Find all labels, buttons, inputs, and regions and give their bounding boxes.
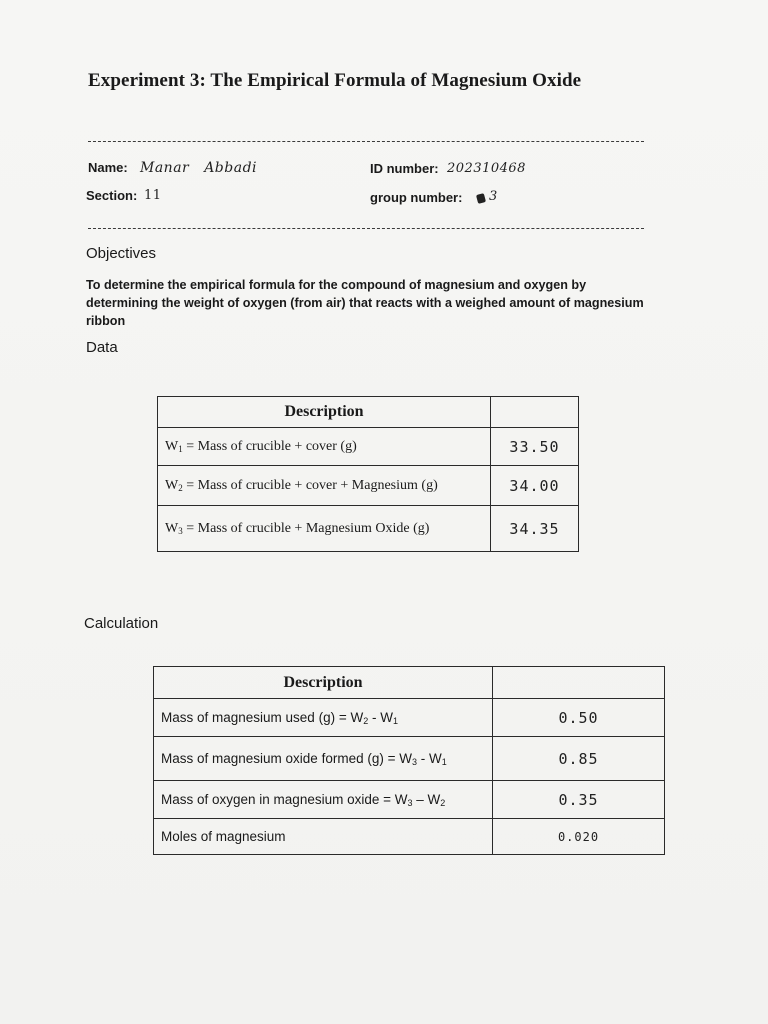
row-label: $W_2$ = Mass of crucible + cover + Magnesium (g) [158, 466, 491, 506]
page-title: Experiment 3: The Empirical Formula of Magnesium Oxide [88, 70, 582, 91]
row-value: 0.35 [493, 781, 665, 819]
row-value: 0.85 [493, 737, 665, 781]
section-value: 11 [144, 188, 162, 203]
table-row [158, 428, 579, 466]
table-row [158, 506, 579, 552]
row-label: Mass of oxygen in magnesium oxide = $W_3 - W_2$ [154, 781, 493, 819]
table-header-row [158, 397, 579, 428]
scribble-mark [476, 193, 486, 204]
description-header: Description [158, 397, 491, 428]
table-row [154, 781, 665, 819]
calculation-heading: Calculation [84, 615, 159, 632]
id-label: ID number: [370, 161, 439, 176]
divider-bottom [88, 228, 644, 229]
description-header: Description [154, 667, 493, 699]
row-value: 0.020 [493, 819, 665, 855]
divider-top [88, 141, 644, 142]
row-label: $W_3$ = Mass of crucible + Magnesium Oxide (g) [158, 506, 491, 552]
row-label: $W_1$ = Mass of crucible + cover (g) [158, 428, 491, 466]
data-heading: Data [86, 339, 118, 356]
row-label: Moles of magnesium [154, 819, 493, 855]
table-header-row [154, 667, 665, 699]
table-row [154, 699, 665, 737]
objectives-heading: Objectives [86, 245, 157, 262]
id-value: 202310468 [447, 161, 526, 176]
row-value: 33.50 [491, 428, 579, 466]
value-header [491, 397, 579, 428]
table-row [154, 737, 665, 781]
row-label: Mass of magnesium oxide formed $(g) = W_3 - W_1$ [154, 737, 493, 781]
data-table [157, 396, 579, 552]
row-label: Mass of magnesium used $(g) = W_2 - W_1$ [154, 699, 493, 737]
section-label: Section: [86, 188, 138, 203]
objectives-text: To determine the empirical formula for the compound of magnesium and oxygen by determining the weight of oxygen (from air) that reacts with a weighed amount of magnesium ribbon [86, 278, 644, 328]
table-row [154, 819, 665, 855]
name-label: Name: [88, 160, 128, 175]
value-header [493, 667, 665, 699]
table-row [158, 466, 579, 506]
row-value: 0.50 [493, 699, 665, 737]
group-value: 3 [489, 189, 498, 204]
name-value: Manar Abbadi [140, 160, 258, 176]
row-value: 34.35 [491, 506, 579, 552]
row-value: 34.00 [491, 466, 579, 506]
group-label: group number: [370, 190, 463, 205]
calculation-table [153, 666, 665, 855]
